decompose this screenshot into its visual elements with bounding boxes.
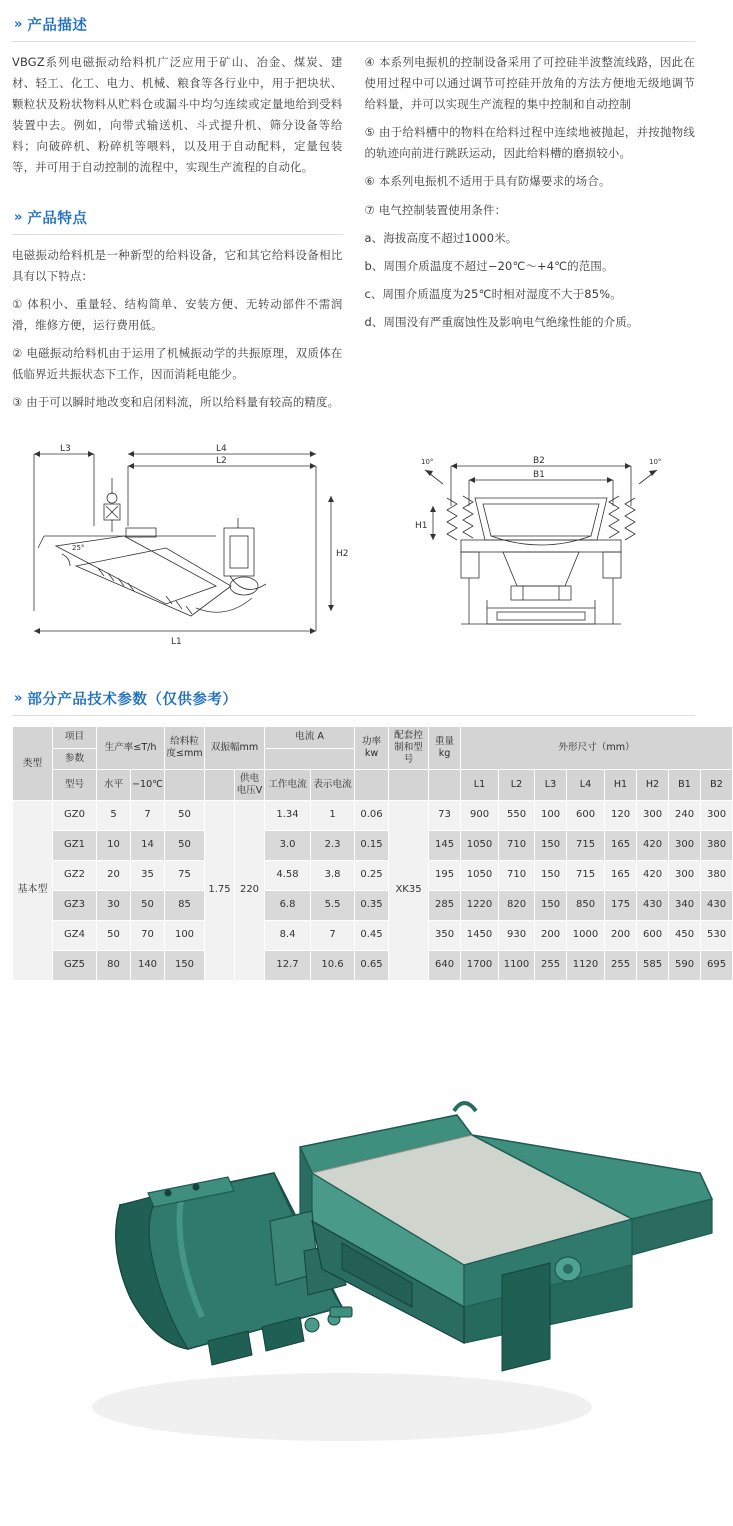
table-row <box>13 831 733 861</box>
header-capacity: 生产率≤T/h <box>97 727 165 770</box>
cell-capacity-i: 7 <box>131 801 165 831</box>
section-title-specs: 部分产品技术参数（仅供参考） <box>27 692 238 709</box>
chevron-double-right-icon: » <box>14 209 20 225</box>
header-controller-sub <box>389 770 429 801</box>
cell-L4: 600 <box>567 801 605 831</box>
cell-voltage: 220 <box>235 801 265 981</box>
header-amplitude: 双振幅mm <box>210 742 259 754</box>
cell-B1: 300 <box>669 831 701 861</box>
cell-B2: 695 <box>701 951 733 981</box>
row-group-label: 基本型 <box>13 801 53 981</box>
cell-capacity-i: 14 <box>131 831 165 861</box>
condition-item: c、周围介质温度为25℃时相对湿度不大于85%。 <box>364 286 622 301</box>
header-controller: 配套控制和型号 <box>389 727 429 770</box>
angle-label-10-right: 10° <box>649 458 662 467</box>
cell-feed-size: 100 <box>165 921 205 951</box>
cell-L4: 1120 <box>567 951 605 981</box>
cell-display-current: 7 <box>311 921 355 951</box>
cell-L4: 1000 <box>567 921 605 951</box>
cell-H2: 420 <box>637 831 669 861</box>
cell-power: 0.25 <box>355 861 389 891</box>
header-display-current: 表示电流 <box>311 770 355 801</box>
dim-label-B2: B2 <box>533 456 545 467</box>
header-param: 参数 <box>53 748 97 769</box>
cell-L1: 1050 <box>461 861 499 891</box>
section-header-features <box>12 193 343 235</box>
header-amplitude-voltage <box>205 727 265 770</box>
dim-label-L2: L2 <box>216 456 227 467</box>
dim-label-L1: L1 <box>171 637 182 648</box>
cell-feed-size: 50 <box>165 831 205 861</box>
cell-working-current: 4.58 <box>265 861 311 891</box>
cell-L3: 150 <box>535 831 567 861</box>
table-row <box>13 801 733 831</box>
feature-item: ⑥ 本系列电振机不适用于具有防爆要求的场合。 <box>364 174 611 189</box>
cell-weight: 195 <box>429 861 461 891</box>
cell-feed-size: 150 <box>165 951 205 981</box>
feature-item: ② 电磁振动给料机由于运用了机械振动学的共振原理，双质体在低临界近共振状态下工作，因而消耗电能少。 <box>12 345 343 382</box>
cell-L2: 1100 <box>499 951 535 981</box>
cell-power: 0.45 <box>355 921 389 951</box>
section-title-description: 产品描述 <box>27 18 88 34</box>
header-dim-H1: H1 <box>605 770 637 801</box>
header-amplitude-sub <box>205 770 235 801</box>
description-columns <box>12 52 695 420</box>
section-header-specs <box>12 674 695 716</box>
header-item: 项目 <box>53 727 97 748</box>
cell-H2: 430 <box>637 891 669 921</box>
condition-item: d、周围没有严重腐蚀性及影响电气绝缘性能的介质。 <box>364 314 639 329</box>
cell-working-current: 6.8 <box>265 891 311 921</box>
cell-L2: 550 <box>499 801 535 831</box>
header-capacity-incline: −10℃ <box>131 770 165 801</box>
cell-model: GZ1 <box>53 831 97 861</box>
cell-L1: 1700 <box>461 951 499 981</box>
side-view-svg <box>16 436 356 656</box>
header-dim-L2: L2 <box>499 770 535 801</box>
cell-B2: 380 <box>701 861 733 891</box>
header-dim-L1: L1 <box>461 770 499 801</box>
dim-label-B1: B1 <box>533 470 545 481</box>
cell-capacity-h: 50 <box>97 921 131 951</box>
header-power: 功率kw <box>355 727 389 770</box>
condition-item: b、周围介质温度不超过−20℃～+4℃的范围。 <box>364 258 614 273</box>
cell-power: 0.06 <box>355 801 389 831</box>
feature-item: ④ 本系列电振机的控制设备采用了可控硅半波整流线路，因此在使用过程中可以通过调节可控硅开放角的方法方便地无级地调节给料量，并可以实现生产流程的集中控制和自动控制 <box>364 55 695 112</box>
header-feed-size: 给料粒度≤mm <box>165 727 205 770</box>
table-row <box>13 921 733 951</box>
cell-capacity-i: 35 <box>131 861 165 891</box>
spec-table-head <box>13 727 733 801</box>
header-working-current: 工作电流 <box>265 770 311 801</box>
cell-feed-size: 50 <box>165 801 205 831</box>
cell-L1: 1450 <box>461 921 499 951</box>
cell-L3: 150 <box>535 891 567 921</box>
cell-B1: 300 <box>669 861 701 891</box>
cell-model: GZ5 <box>53 951 97 981</box>
cell-weight: 350 <box>429 921 461 951</box>
cell-model: GZ3 <box>53 891 97 921</box>
dim-label-L3: L3 <box>60 444 71 455</box>
cell-display-current: 1 <box>311 801 355 831</box>
cell-L3: 200 <box>535 921 567 951</box>
cell-power: 0.35 <box>355 891 389 921</box>
cell-L3: 150 <box>535 861 567 891</box>
feature-item: ③ 由于可以瞬时地改变和启闭料流，所以给料量有较高的精度。 <box>12 395 340 410</box>
header-type: 类型 <box>13 727 53 801</box>
drawing-front-view <box>391 436 691 656</box>
cell-L1: 900 <box>461 801 499 831</box>
header-power-sub <box>355 770 389 801</box>
angle-label-10-left: 10° <box>421 458 434 467</box>
cell-working-current: 12.7 <box>265 951 311 981</box>
cell-capacity-h: 30 <box>97 891 131 921</box>
cell-L2: 820 <box>499 891 535 921</box>
cell-model: GZ2 <box>53 861 97 891</box>
cell-capacity-h: 80 <box>97 951 131 981</box>
table-row <box>13 951 733 981</box>
header-dims: 外形尺寸（mm） <box>461 727 733 770</box>
cell-L4: 715 <box>567 831 605 861</box>
header-feed-size-sub <box>165 770 205 801</box>
cell-model: GZ0 <box>53 801 97 831</box>
spec-table <box>12 726 733 981</box>
cell-L4: 715 <box>567 861 605 891</box>
chevron-double-right-icon: » <box>14 17 20 32</box>
cell-H2: 420 <box>637 861 669 891</box>
spec-header-row-1 <box>13 727 733 748</box>
technical-drawings <box>12 436 695 656</box>
cell-B1: 590 <box>669 951 701 981</box>
cell-L2: 710 <box>499 831 535 861</box>
cell-capacity-h: 20 <box>97 861 131 891</box>
cell-B1: 240 <box>669 801 701 831</box>
dim-label-H2: H2 <box>336 549 349 560</box>
cell-weight: 145 <box>429 831 461 861</box>
cell-weight: 73 <box>429 801 461 831</box>
cell-L1: 1050 <box>461 831 499 861</box>
header-dim-B1: B1 <box>669 770 701 801</box>
cell-capacity-h: 5 <box>97 801 131 831</box>
cell-L1: 1220 <box>461 891 499 921</box>
cell-B1: 450 <box>669 921 701 951</box>
section-title-features: 产品特点 <box>27 210 88 227</box>
cell-H1: 175 <box>605 891 637 921</box>
header-capacity-horizontal: 水平 <box>97 770 131 801</box>
cell-display-current: 3.8 <box>311 861 355 891</box>
cell-capacity-i: 50 <box>131 891 165 921</box>
cell-model: GZ4 <box>53 921 97 951</box>
cell-B2: 380 <box>701 831 733 861</box>
drawing-side-view <box>16 436 356 656</box>
angle-label-25: 25° <box>72 544 85 553</box>
cell-L3: 255 <box>535 951 567 981</box>
dim-label-L4: L4 <box>216 444 227 455</box>
cell-H1: 165 <box>605 831 637 861</box>
cell-B1: 340 <box>669 891 701 921</box>
cell-display-current: 5.5 <box>311 891 355 921</box>
feature-item: ① 体积小、重量轻、结构简单、安装方便、无转动部件不需润滑，维修方便，运行费用低。 <box>12 296 343 332</box>
cell-L3: 100 <box>535 801 567 831</box>
product-photo-svg <box>12 1007 719 1477</box>
cell-weight: 640 <box>429 951 461 981</box>
spec-header-row-3 <box>13 770 733 801</box>
cell-controller: XK35 <box>389 801 429 981</box>
cell-power: 0.65 <box>355 951 389 981</box>
cell-feed-size: 75 <box>165 861 205 891</box>
header-dim-L4: L4 <box>567 770 605 801</box>
cell-H2: 300 <box>637 801 669 831</box>
condition-item: a、海拔高度不超过1000米。 <box>364 230 518 245</box>
product-photo <box>12 1007 719 1477</box>
table-row <box>13 861 733 891</box>
feature-item: ⑦ 电气控制装置使用条件： <box>364 202 507 217</box>
cell-display-current: 10.6 <box>311 951 355 981</box>
chevron-double-right-icon: » <box>14 691 20 707</box>
header-current: 电流 A <box>265 727 355 748</box>
cell-B2: 300 <box>701 801 733 831</box>
cell-L2: 930 <box>499 921 535 951</box>
description-paragraph: VBGZ系列电磁振动给料机广泛应用于矿山、冶金、煤炭、建材、轻工、化工、电力、机械、粮食等各行业中，用于把块状、颗粒状及粉状物料从贮料仓或漏斗中均匀连续或定量地给到受料装置中去。例如，向带式输送机、斗式提升机、筛分设备等给料；向破碎机、粉碎机等喂料，以及用于自动配料，定量包装等，并可用于自动控制的流程中，实现生产流程的自动化。 <box>12 55 343 175</box>
cell-working-current: 8.4 <box>265 921 311 951</box>
cell-capacity-i: 140 <box>131 951 165 981</box>
cell-H2: 600 <box>637 921 669 951</box>
header-weight: 重量kg <box>429 727 461 770</box>
cell-working-current: 3.0 <box>265 831 311 861</box>
front-view-svg <box>391 436 691 656</box>
spec-table-body <box>13 801 733 981</box>
cell-feed-size: 85 <box>165 891 205 921</box>
cell-working-current: 1.34 <box>265 801 311 831</box>
description-left-column <box>12 52 343 420</box>
header-current-sub <box>265 748 355 769</box>
cell-H1: 200 <box>605 921 637 951</box>
cell-L4: 850 <box>567 891 605 921</box>
cell-capacity-h: 10 <box>97 831 131 861</box>
cell-H1: 255 <box>605 951 637 981</box>
header-dim-B2: B2 <box>701 770 733 801</box>
section-header-description <box>12 0 695 42</box>
cell-B2: 530 <box>701 921 733 951</box>
header-dim-L3: L3 <box>535 770 567 801</box>
cell-H2: 585 <box>637 951 669 981</box>
header-model: 型号 <box>53 770 97 801</box>
feature-intro: 电磁振动给料机是一种新型的给料设备，它和其它给料设备相比具有以下特点： <box>12 247 343 283</box>
header-voltage-sub: 供电电压V <box>235 770 265 801</box>
cell-amplitude: 1.75 <box>205 801 235 981</box>
description-right-column <box>365 52 696 340</box>
header-dim-H2: H2 <box>637 770 669 801</box>
cell-power: 0.15 <box>355 831 389 861</box>
table-row <box>13 891 733 921</box>
feature-item: ⑤ 由于给料槽中的物料在给料过程中连续地被抛起，并按抛物线的轨迹向前进行跳跃运动，因此给料槽的磨损较小。 <box>364 125 695 161</box>
cell-display-current: 2.3 <box>311 831 355 861</box>
dim-label-H1: H1 <box>415 521 428 532</box>
cell-weight: 285 <box>429 891 461 921</box>
cell-L2: 710 <box>499 861 535 891</box>
cell-B2: 430 <box>701 891 733 921</box>
cell-H1: 120 <box>605 801 637 831</box>
cell-capacity-i: 70 <box>131 921 165 951</box>
cell-H1: 165 <box>605 861 637 891</box>
header-weight-sub <box>429 770 461 801</box>
